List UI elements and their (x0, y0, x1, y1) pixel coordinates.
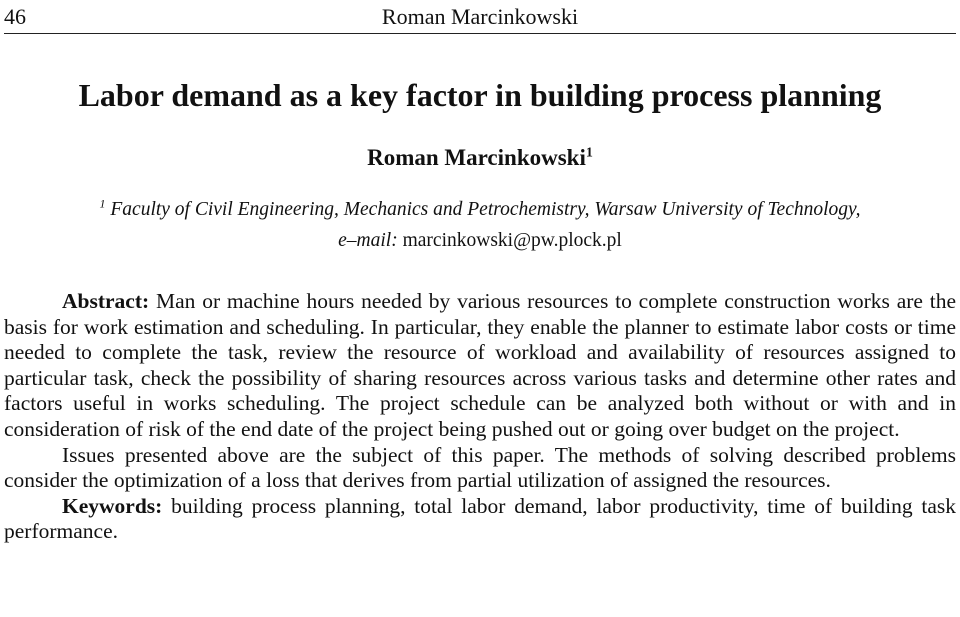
page-header (0, 0, 960, 34)
email-line (0, 228, 960, 254)
email-label: e–mail: (338, 230, 398, 251)
keywords-paragraph (4, 494, 956, 545)
header-rule (4, 33, 956, 34)
paper-title: Labor demand as a key factor in building process planning (78, 77, 882, 113)
author-affiliation-mark: 1 (585, 145, 593, 161)
author-line (0, 143, 960, 173)
keywords-text: building process planning, total labor demand, labor productivity, time of building task performance. (4, 493, 957, 544)
affiliation (0, 196, 960, 224)
affiliation-mark: 1 (99, 196, 106, 211)
abstract (4, 289, 956, 545)
email-address: marcinkowski@pw.plock.pl (402, 230, 622, 251)
page-number: 46 (4, 4, 26, 29)
abstract-text: Man or machine hours needed by various resources to complete construction works are the basis for work estimation and scheduling. In particular, they enable the planner to estimate labor costs or time needed to complete the task, review the resource of workload and availability of resources assigned to particular task, check the possibility of sharing resources across various tasks and determine other rates and factors useful in works scheduling. The project schedule can be analyzed both without or with and in consideration of risk of the end date of the project being pushed out or going over budget on the project. (4, 289, 956, 441)
abstract-label: Abstract: (62, 289, 150, 313)
keywords-label: Keywords: (62, 493, 163, 518)
running-head: Roman Marcinkowski (381, 4, 579, 29)
affiliation-text: Faculty of Civil Engineering, Mechanics and Petrochemistry, Warsaw University of Technology, (110, 199, 861, 220)
author-name: Roman Marcinkowski (367, 145, 586, 170)
abstract-paragraph (4, 289, 956, 443)
abstract-paragraph-2: Issues presented above are the subject of this paper. The methods of solving described problems consider the optimization of a loss that derives from partial utilization of assigned the resources. (4, 442, 956, 493)
